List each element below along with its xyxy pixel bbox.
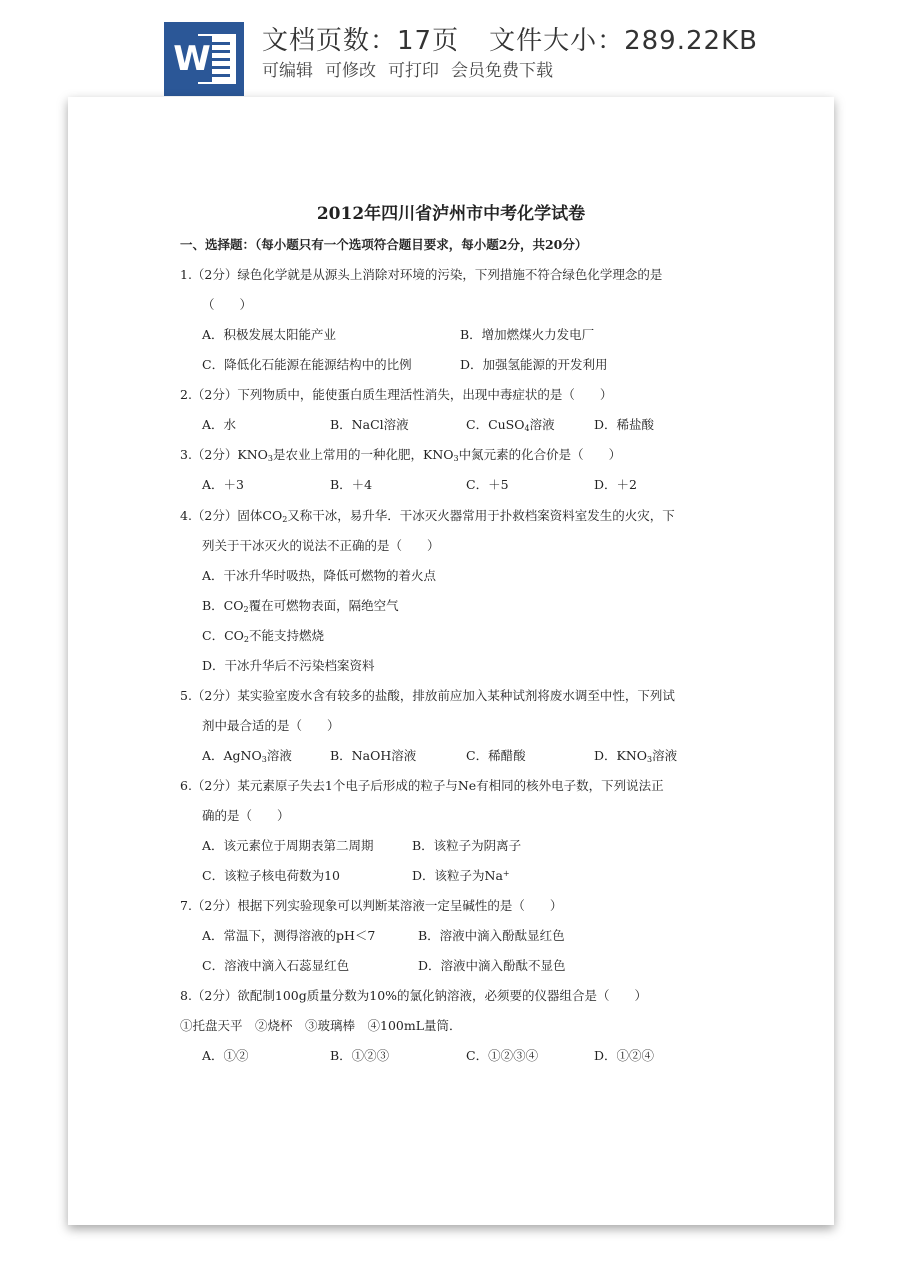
question-6-stem-line2: 确的是（ ） xyxy=(202,808,290,823)
question-5-option-b: B．NaOH溶液 xyxy=(330,748,417,763)
question-7-option-d: D．溶液中滴入酚酞不显色 xyxy=(418,958,566,973)
download-banner xyxy=(0,0,900,96)
question-7-stem: 7.（2分）根据下列实验现象可以判断某溶液一定呈碱性的是（ ） xyxy=(180,898,563,913)
question-3-option-a: A．＋3 xyxy=(202,477,244,492)
question-8-option-a: A．①② xyxy=(202,1048,249,1063)
question-5-option-a: A．AgNO$_3$溶液 xyxy=(202,748,292,764)
question-4-option-c: C．$CO_2$不能支持燃烧 xyxy=(202,628,324,644)
file-size: 文件大小：289.22KB xyxy=(489,26,758,56)
question-3-option-b: B．＋4 xyxy=(330,477,373,492)
question-5-option-d: D．$KNO_3$溶液 xyxy=(594,748,678,764)
question-7-option-a: A．常温下，测得溶液的pH＜7 xyxy=(202,928,376,943)
question-4-stem: 4.（2分）固体$CO_2$又称干冰，易升华．干冰灭火器常用于扑救档案资料室发生的火灾，下 xyxy=(180,508,675,524)
question-7-option-c: C．溶液中滴入石蕊显红色 xyxy=(202,958,350,973)
section-heading: 一、选择题：（每小题只有一个选项符合题目要求，每小题2分，共20分） xyxy=(180,237,588,252)
question-2-option-c: C．CuSO$_4$溶液 xyxy=(466,417,555,433)
question-3-option-d: D．＋2 xyxy=(594,477,637,492)
question-2-option-a: A．水 xyxy=(202,417,237,432)
question-8-items: ①托盘天平 ②烧杯 ③玻璃棒 ④100mL量筒． xyxy=(180,1018,462,1033)
question-6-option-d: D．该粒子为Na+ xyxy=(412,868,510,883)
question-1-stem: 1.（2分）绿色化学就是从源头上消除对环境的污染，下列措施不符合绿色化学理念的是 xyxy=(180,267,663,282)
question-8-option-c: C．①②③④ xyxy=(466,1048,539,1063)
document-title: 2012年四川省泸州市中考化学试卷 xyxy=(316,204,586,224)
word-document-icon xyxy=(164,22,244,96)
question-5-stem: 5.（2分）某实验室废水含有较多的盐酸，排放前应加入某种试剂将废水调至中性，下列试 xyxy=(180,688,675,703)
word-icon-letter: W xyxy=(172,36,212,82)
question-4-stem-line2: 列关于干冰灭火的说法不正确的是（ ） xyxy=(202,538,440,553)
question-1-option-a: A．积极发展太阳能产业 xyxy=(202,327,337,342)
question-4-option-a: A．干冰升华时吸热，降低可燃物的着火点 xyxy=(202,568,437,583)
question-3-option-c: C．＋5 xyxy=(466,477,509,492)
file-info-title xyxy=(262,20,758,57)
question-6-option-b: B．该粒子为阴离子 xyxy=(412,838,522,853)
question-1-option-c: C．降低化石能源在能源结构中的比例 xyxy=(202,357,412,372)
question-7-option-b: B．溶液中滴入酚酞显红色 xyxy=(418,928,565,943)
question-4-option-d: D．干冰升华后不污染档案资料 xyxy=(202,658,375,673)
question-5-option-c: C．稀醋酸 xyxy=(466,748,526,763)
question-6-stem: 6.（2分）某元素原子失去1个电子后形成的粒子与Ne有相同的核外电子数，下列说法正 xyxy=(180,778,664,793)
feature-list xyxy=(262,56,565,81)
question-2-option-d: D．稀盐酸 xyxy=(594,417,655,432)
page-count: 文档页数：17页 xyxy=(262,26,460,56)
question-1-blank: （ ） xyxy=(202,297,253,312)
question-1-option-b: B．增加燃煤火力发电厂 xyxy=(460,327,595,342)
feature-printable: 可打印 xyxy=(388,61,439,81)
document-page xyxy=(68,97,834,1225)
feature-member-free-download: 会员免费下载 xyxy=(451,61,553,81)
question-5-stem-line2: 剂中最合适的是（ ） xyxy=(202,718,340,733)
question-6-option-c: C．该粒子核电荷数为10 xyxy=(202,868,340,883)
feature-editable: 可编辑 xyxy=(262,61,313,81)
question-8-option-b: B．①②③ xyxy=(330,1048,390,1063)
question-4-option-b: B．$CO_2$覆在可燃物表面，隔绝空气 xyxy=(202,598,399,614)
question-8-stem: 8.（2分）欲配制100g质量分数为10%的氯化钠溶液，必须要的仪器组合是（ ） xyxy=(180,988,648,1003)
question-2-option-b: B．NaCl溶液 xyxy=(330,417,409,432)
feature-modifiable: 可修改 xyxy=(325,61,376,81)
question-8-option-d: D．①②④ xyxy=(594,1048,655,1063)
question-6-option-a: A．该元素位于周期表第二周期 xyxy=(202,838,374,853)
question-1-option-d: D．加强氢能源的开发利用 xyxy=(460,357,608,372)
question-2-stem: 2.（2分）下列物质中，能使蛋白质生理活性消失，出现中毒症状的是（ ） xyxy=(180,387,613,402)
question-3-stem: 3.（2分）$KNO_3$是农业上常用的一种化肥，$KNO_3$中氮元素的化合价是（ ） xyxy=(180,447,622,463)
